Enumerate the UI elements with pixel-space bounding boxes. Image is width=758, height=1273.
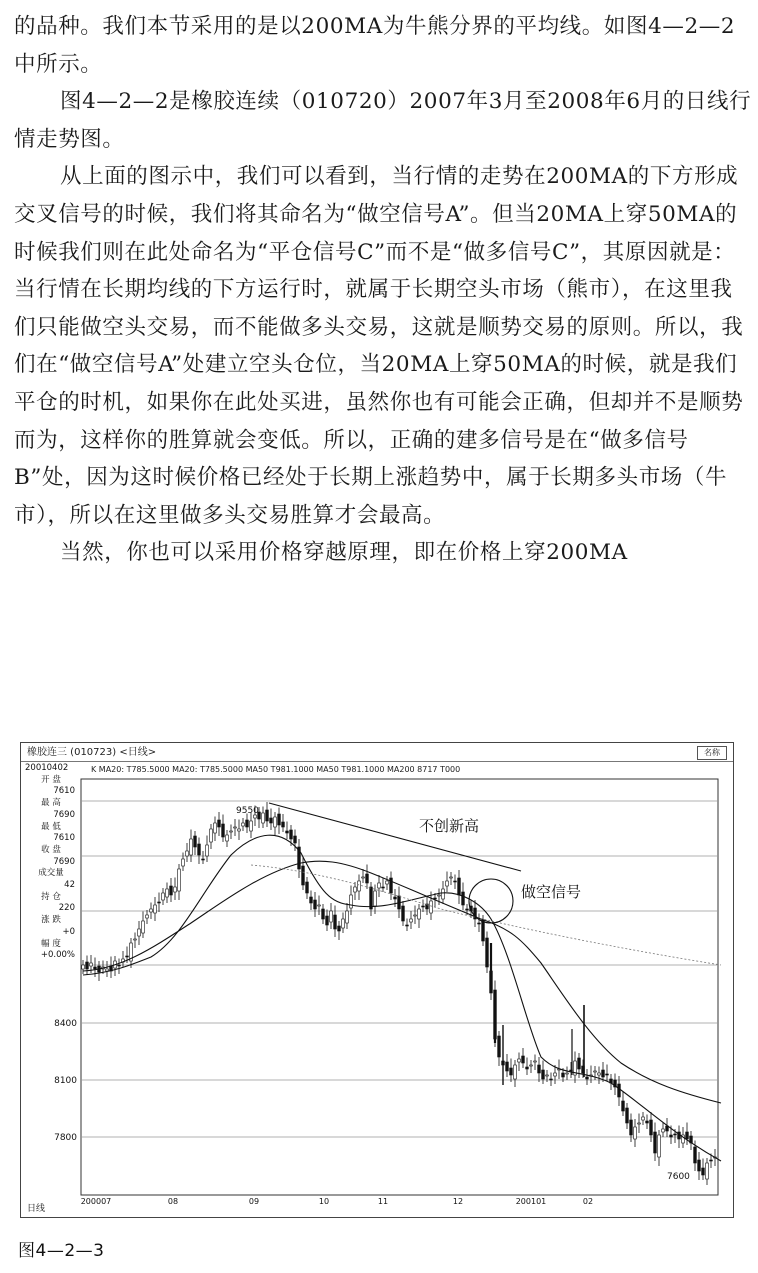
candle-body — [362, 877, 365, 878]
x-tick-label: 08 — [167, 1197, 179, 1206]
candle-body — [198, 844, 201, 855]
candle-body — [326, 916, 329, 925]
chart-figure — [20, 742, 734, 1218]
candle-body — [126, 956, 129, 957]
candle-body — [422, 906, 425, 907]
candle-body — [602, 1070, 605, 1077]
side-panel-row: 涨 跌 — [41, 915, 61, 926]
candle-body — [182, 859, 185, 866]
side-panel-row: 收 盘 — [41, 844, 61, 855]
figure-caption: 图4—2—3 — [18, 1241, 105, 1261]
candle-body — [534, 1061, 537, 1062]
candle-body — [306, 882, 309, 893]
candle-body — [514, 1065, 517, 1079]
candle-body — [366, 874, 369, 883]
candle-body — [486, 938, 489, 967]
candle-body — [346, 911, 349, 923]
paragraph-1: 的品种。我们本节采用的是以200MA为牛熊分界的平均线。如图4—2—2中所示。 — [14, 14, 736, 77]
peak-price-label: 9550 — [236, 806, 259, 816]
candle-body — [350, 895, 353, 908]
signal-circle — [469, 879, 513, 923]
candle-body — [190, 839, 193, 855]
candle-body — [238, 829, 241, 831]
candle-body — [706, 1163, 709, 1179]
candle-body — [202, 859, 205, 860]
candle-body — [162, 893, 165, 900]
candle-body — [358, 881, 361, 891]
candle-body — [594, 1071, 597, 1072]
candle-body — [290, 830, 293, 839]
candle-body — [118, 965, 121, 966]
candle-body — [250, 821, 253, 831]
side-panel-row: +0 — [62, 926, 75, 937]
candle-body — [146, 915, 149, 918]
candle-body — [382, 887, 385, 888]
x-tick-label: 02 — [582, 1197, 594, 1206]
candle-body — [246, 820, 249, 827]
candle-body — [274, 817, 277, 827]
candle-body — [90, 963, 93, 966]
ma-legend: K MA20: T785.5000 MA20: T785.5000 MA50 T981.1000 MA50 T981.1000 MA200 8717 T000 — [91, 765, 461, 774]
period-label: 日线 — [27, 1204, 46, 1214]
candle-body — [354, 887, 357, 892]
candle-body — [386, 881, 389, 884]
candle-body — [458, 878, 461, 895]
candle-body — [218, 820, 221, 827]
candle-body — [410, 919, 413, 922]
candle-body — [214, 823, 217, 833]
candle-body — [430, 901, 433, 913]
candle-body — [554, 1073, 557, 1076]
candle-body — [270, 818, 273, 823]
candle-body — [626, 1108, 629, 1123]
candle-body — [522, 1056, 525, 1063]
candle-body — [526, 1067, 529, 1069]
candle-body — [222, 824, 225, 837]
candle-body — [334, 915, 337, 929]
candle-body — [342, 919, 345, 928]
candle-body — [282, 822, 285, 827]
candle-body — [194, 836, 197, 847]
side-panel-row: 42 — [64, 880, 75, 891]
candle-body — [702, 1168, 705, 1175]
candle-body — [134, 939, 137, 940]
window-title: 橡胶连三 (010723) <日线> — [27, 747, 157, 758]
candle-body — [578, 1058, 581, 1069]
candle-body — [642, 1117, 645, 1120]
candle-body — [394, 897, 397, 899]
candle-body — [286, 831, 289, 833]
candle-body — [694, 1147, 697, 1163]
candle-body — [658, 1135, 661, 1157]
candle-body — [226, 835, 229, 841]
candle-body — [498, 1036, 501, 1057]
candle-body — [538, 1065, 541, 1073]
candle-body — [446, 881, 449, 886]
candle-body — [662, 1129, 665, 1132]
candle-body — [414, 915, 417, 916]
candle-body — [646, 1121, 649, 1123]
side-panel-row: 7610 — [53, 786, 75, 797]
candle-body — [418, 909, 421, 919]
candle-body — [674, 1134, 677, 1135]
y-tick-label: 7800 — [54, 1133, 77, 1143]
candle-body — [510, 1068, 513, 1075]
side-panel-row: 幅 度 — [41, 938, 61, 949]
candle-body — [94, 967, 97, 969]
candle-body — [174, 887, 177, 892]
candle-body — [450, 877, 453, 878]
candle-body — [242, 823, 245, 826]
candle-body — [622, 1101, 625, 1111]
side-panel-row: 成交量 — [38, 868, 64, 879]
paragraph-3: 从上面的图示中，我们可以看到，当行情的走势在200MA的下方形成交叉信号的时候，我们将其命名为“做空信号A”。但当20MA上穿50MA的时候我们则在此处命名为“平仓信号C”而不是“做多信号C”，其原因就是：当行情在长期均线的下方运行时，就属于长期空头市场（熊市），在这里我们只能做空头交易，而不能做多头交易，这就是顺势交易的原则。所以，我们在“做空信号A”处建立空头仓位，当20MA上穿50MA的时候，就是我们平仓的时机，如果你在此处买进，虽然你也有可能会正确，但却并不是顺势而为，这样你的胜算就会变低。所以，正确的建多信号是在“做多信号B”处，因为这时候价格已经处于长期上涨趋势中，属于长期多头市场（牛市），所以在这里做多头交易胜算才会最高。 — [14, 164, 744, 528]
plot-frame — [81, 779, 718, 1195]
candle-body — [322, 909, 325, 919]
low-price-label: 7600 — [667, 1172, 690, 1182]
candle-body — [710, 1160, 713, 1161]
x-tick-label: 200007 — [80, 1197, 112, 1206]
candle-body — [546, 1075, 549, 1076]
candle-body — [178, 869, 181, 891]
side-panel-row: 7690 — [53, 856, 75, 867]
candle-body — [618, 1084, 621, 1097]
candle-body — [330, 911, 333, 922]
candle-body — [86, 962, 89, 969]
candle-body — [550, 1079, 553, 1080]
candle-body — [542, 1070, 545, 1079]
candle-body — [586, 1077, 589, 1079]
candle-body — [338, 926, 341, 931]
candlestick-chart — [21, 743, 733, 1217]
candle-body — [562, 1073, 565, 1077]
x-tick-label: 12 — [452, 1197, 464, 1206]
candle-body — [170, 886, 173, 895]
candle-body — [438, 895, 441, 896]
candle-body — [466, 909, 469, 910]
y-tick-label: 8100 — [54, 1076, 77, 1086]
side-panel-row: 最 高 — [41, 798, 61, 809]
candle-body — [370, 887, 373, 909]
paragraph-2: 图4—2—2是橡胶连续（010720）2007年3月至2008年6月的日线行情走势图。 — [14, 89, 752, 152]
candle-body — [598, 1073, 601, 1075]
candle-body — [262, 813, 265, 823]
y-tick-label: 8400 — [54, 1019, 77, 1029]
candle-body — [294, 836, 297, 843]
candle-body — [302, 866, 305, 885]
x-tick-label: 10 — [318, 1197, 330, 1206]
x-tick-label: 200101 — [515, 1197, 547, 1206]
trendline — [269, 803, 521, 871]
candle-body — [482, 920, 485, 941]
candle-body — [506, 1062, 509, 1071]
side-panel-row: 开 盘 — [41, 774, 61, 785]
candle-body — [478, 923, 481, 924]
candle-body — [166, 889, 169, 897]
side-panel-row: 7690 — [53, 809, 75, 820]
candle-body — [158, 902, 161, 903]
candle-body — [454, 881, 457, 882]
candle-body — [670, 1135, 673, 1137]
candle-body — [266, 810, 269, 821]
candle-body — [378, 883, 381, 888]
side-panel-row: 持 仓 — [41, 891, 61, 902]
candle-body — [638, 1123, 641, 1124]
x-tick-label: 11 — [377, 1197, 389, 1206]
candle-body — [82, 965, 85, 969]
candle-body — [462, 892, 465, 905]
side-panel-row: +0.00% — [40, 950, 75, 961]
candle-body — [654, 1132, 657, 1153]
x-tick-label: 09 — [248, 1197, 260, 1206]
side-panel-row: 20010402 — [25, 763, 69, 773]
candle-body — [310, 897, 313, 903]
candle-body — [698, 1160, 701, 1171]
candle-body — [230, 831, 233, 832]
candle-body — [686, 1132, 689, 1139]
candle-body — [278, 814, 281, 825]
candle-body — [518, 1059, 521, 1062]
candle-body — [154, 905, 157, 913]
candle-body — [606, 1074, 609, 1075]
paragraph-4: 当然，你也可以采用价格穿越原理，即在价格上穿200MA — [60, 540, 628, 566]
candle-body — [142, 921, 145, 933]
candle-body — [634, 1127, 637, 1139]
candle-body — [402, 906, 405, 921]
side-panel-row: 7610 — [53, 833, 75, 844]
candle-body — [206, 845, 209, 856]
side-panel-row: 220 — [58, 903, 75, 914]
annotation-no-new-high: 不创新高 — [419, 817, 480, 835]
side-panel-row: 最 低 — [41, 821, 61, 832]
candle-body — [442, 889, 445, 899]
candle-body — [106, 969, 109, 971]
window-control-button[interactable]: 名称 — [697, 746, 727, 760]
candle-body — [314, 900, 317, 909]
candle-body — [630, 1120, 633, 1135]
annotation-short-signal: 做空信号 — [521, 883, 582, 901]
candle-body — [374, 891, 377, 906]
body-text — [14, 8, 752, 572]
candle-body — [186, 851, 189, 856]
candle-body — [138, 929, 141, 936]
candle-body — [566, 1073, 569, 1074]
candle-body — [530, 1065, 533, 1066]
candle-body — [650, 1120, 653, 1135]
candle-body — [406, 925, 409, 926]
candle-body — [234, 827, 237, 828]
candle-body — [318, 905, 321, 906]
candle-body — [150, 909, 153, 912]
candle-body — [210, 829, 213, 842]
